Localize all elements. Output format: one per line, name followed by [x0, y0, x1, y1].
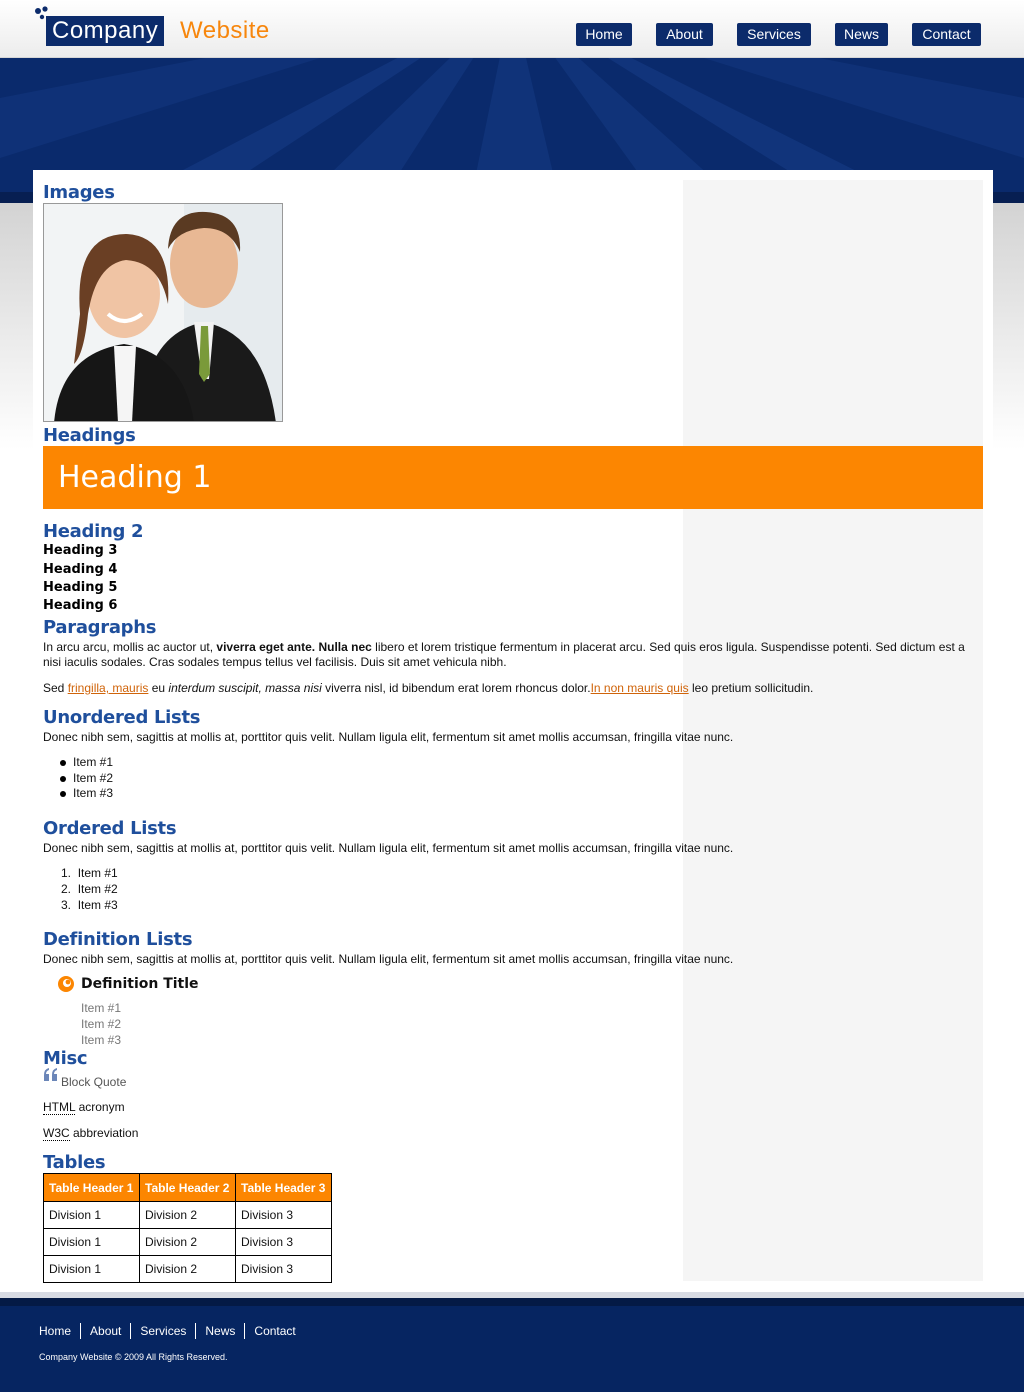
footer-strip	[0, 1298, 1024, 1306]
table-cell: Division 1	[44, 1202, 140, 1229]
acronym-line: HTML acronym	[43, 1100, 125, 1114]
heading-5-sample: Heading 5	[43, 580, 118, 595]
list-item: 1. Item #1	[61, 866, 118, 880]
logo-website-text: Website	[180, 17, 270, 44]
heading-2-sample: Heading 2	[43, 521, 144, 542]
content-panel	[33, 170, 993, 1292]
abbreviation: W3C	[43, 1126, 70, 1140]
section-title-unordered-lists: Unordered Lists	[43, 707, 201, 728]
heading-1-sample: Heading 1	[43, 446, 983, 509]
list-item: Item #1	[73, 755, 113, 771]
main-nav	[0, 23, 1024, 46]
paragraph-1: In arcu arcu, mollis ac auctor ut, viverra eget ante. Nulla nec libero et lorem tristique fermentum in placerat arcu. Sed quis eros ligula. Suspendisse potenti. Sed dictum est a nisi iaculis sodales. Cras sodales tempus tellus vel facilisis. Duis sit amet vehicula nibh.	[43, 640, 965, 669]
nav-contact[interactable]: Contact	[912, 23, 981, 46]
paragraph-2: Sed fringilla, mauris eu interdum suscipit, massa nisi viverra nisl, id bibendum erat lorem rhoncus dolor.In non mauris quis leo pretium sollicitudin.	[43, 681, 814, 695]
table-header-cell: Table Header 1	[44, 1174, 140, 1202]
definition-item: Item #1	[81, 1001, 122, 1015]
nav-home[interactable]: Home	[576, 23, 632, 46]
site-header	[0, 0, 1024, 58]
list-item: Item #2	[73, 771, 113, 787]
abbreviation-line: W3C abbreviation	[43, 1126, 139, 1140]
table-cell: Division 2	[140, 1202, 236, 1229]
definition-list	[81, 1000, 121, 1048]
table-cell: Division 3	[236, 1202, 332, 1229]
footer-link-contact[interactable]: Contact	[244, 1323, 304, 1339]
footer-link-services[interactable]: Services	[130, 1323, 195, 1339]
ordered-list-intro: Donec nibh sem, sagittis at mollis at, porttitor quis velit. Nullam ligula elit, fermentum sit amet mollis accumsan, fringilla vitae nunc.	[43, 841, 734, 855]
section-title-ordered-lists: Ordered Lists	[43, 818, 177, 839]
table-cell: Division 2	[140, 1229, 236, 1256]
unordered-list-intro: Donec nibh sem, sagittis at mollis at, porttitor quis velit. Nullam ligula elit, fermentum sit amet mollis accumsan, fringilla vitae nunc.	[43, 730, 734, 744]
section-title-headings: Headings	[43, 425, 136, 446]
table-row	[44, 1229, 332, 1256]
definition-list-intro: Donec nibh sem, sagittis at mollis at, porttitor quis velit. Nullam ligula elit, fermentum sit amet mollis accumsan, fringilla vitae nunc.	[43, 952, 734, 966]
section-title-tables: Tables	[43, 1152, 106, 1173]
list-item: 3. Item #3	[61, 898, 118, 912]
table-row	[44, 1256, 332, 1283]
table-header-row	[44, 1174, 332, 1202]
section-title-paragraphs: Paragraphs	[43, 617, 157, 638]
section-title-misc: Misc	[43, 1048, 88, 1069]
footer-nav	[39, 1323, 305, 1339]
copyright-text: Company Website © 2009 All Rights Reserved.	[39, 1352, 228, 1362]
table-cell: Division 3	[236, 1256, 332, 1283]
table-cell: Division 3	[236, 1229, 332, 1256]
block-quote: Block Quote	[61, 1075, 127, 1089]
footer-link-news[interactable]: News	[195, 1323, 244, 1339]
table-cell: Division 2	[140, 1256, 236, 1283]
section-title-definition-lists: Definition Lists	[43, 929, 193, 950]
definition-title: Definition Title	[81, 976, 199, 992]
business-people-photo	[43, 203, 283, 422]
definition-item: Item #2	[81, 1017, 122, 1031]
footer-link-home[interactable]: Home	[39, 1324, 72, 1338]
footer-link-about[interactable]: About	[80, 1323, 130, 1339]
nav-news[interactable]: News	[835, 23, 888, 46]
logo-company-text: Company	[46, 16, 164, 46]
list-item: 2. Item #2	[61, 882, 118, 896]
acronym: HTML	[43, 1100, 76, 1114]
heading-3-sample: Heading 3	[43, 543, 118, 558]
nav-services[interactable]: Services	[737, 23, 811, 46]
table-cell: Division 1	[44, 1229, 140, 1256]
orange-swirl-icon	[57, 975, 75, 993]
list-item: Item #3	[73, 786, 113, 802]
table-header-cell: Table Header 2	[140, 1174, 236, 1202]
table-cell: Division 1	[44, 1256, 140, 1283]
nav-about[interactable]: About	[656, 23, 713, 46]
ordered-list	[61, 865, 118, 913]
unordered-list	[73, 755, 113, 802]
table-row	[44, 1202, 332, 1229]
heading-6-sample: Heading 6	[43, 598, 118, 613]
inline-link-1[interactable]: fringilla, mauris	[67, 681, 149, 695]
site-footer	[0, 1298, 1024, 1392]
definition-item: Item #3	[81, 1033, 122, 1047]
quote-mark-icon	[43, 1067, 59, 1083]
sample-table	[43, 1173, 332, 1283]
heading-4-sample: Heading 4	[43, 562, 118, 577]
table-header-cell: Table Header 3	[236, 1174, 332, 1202]
section-title-images: Images	[43, 182, 115, 203]
inline-link-2[interactable]: In non mauris quis	[590, 681, 689, 695]
